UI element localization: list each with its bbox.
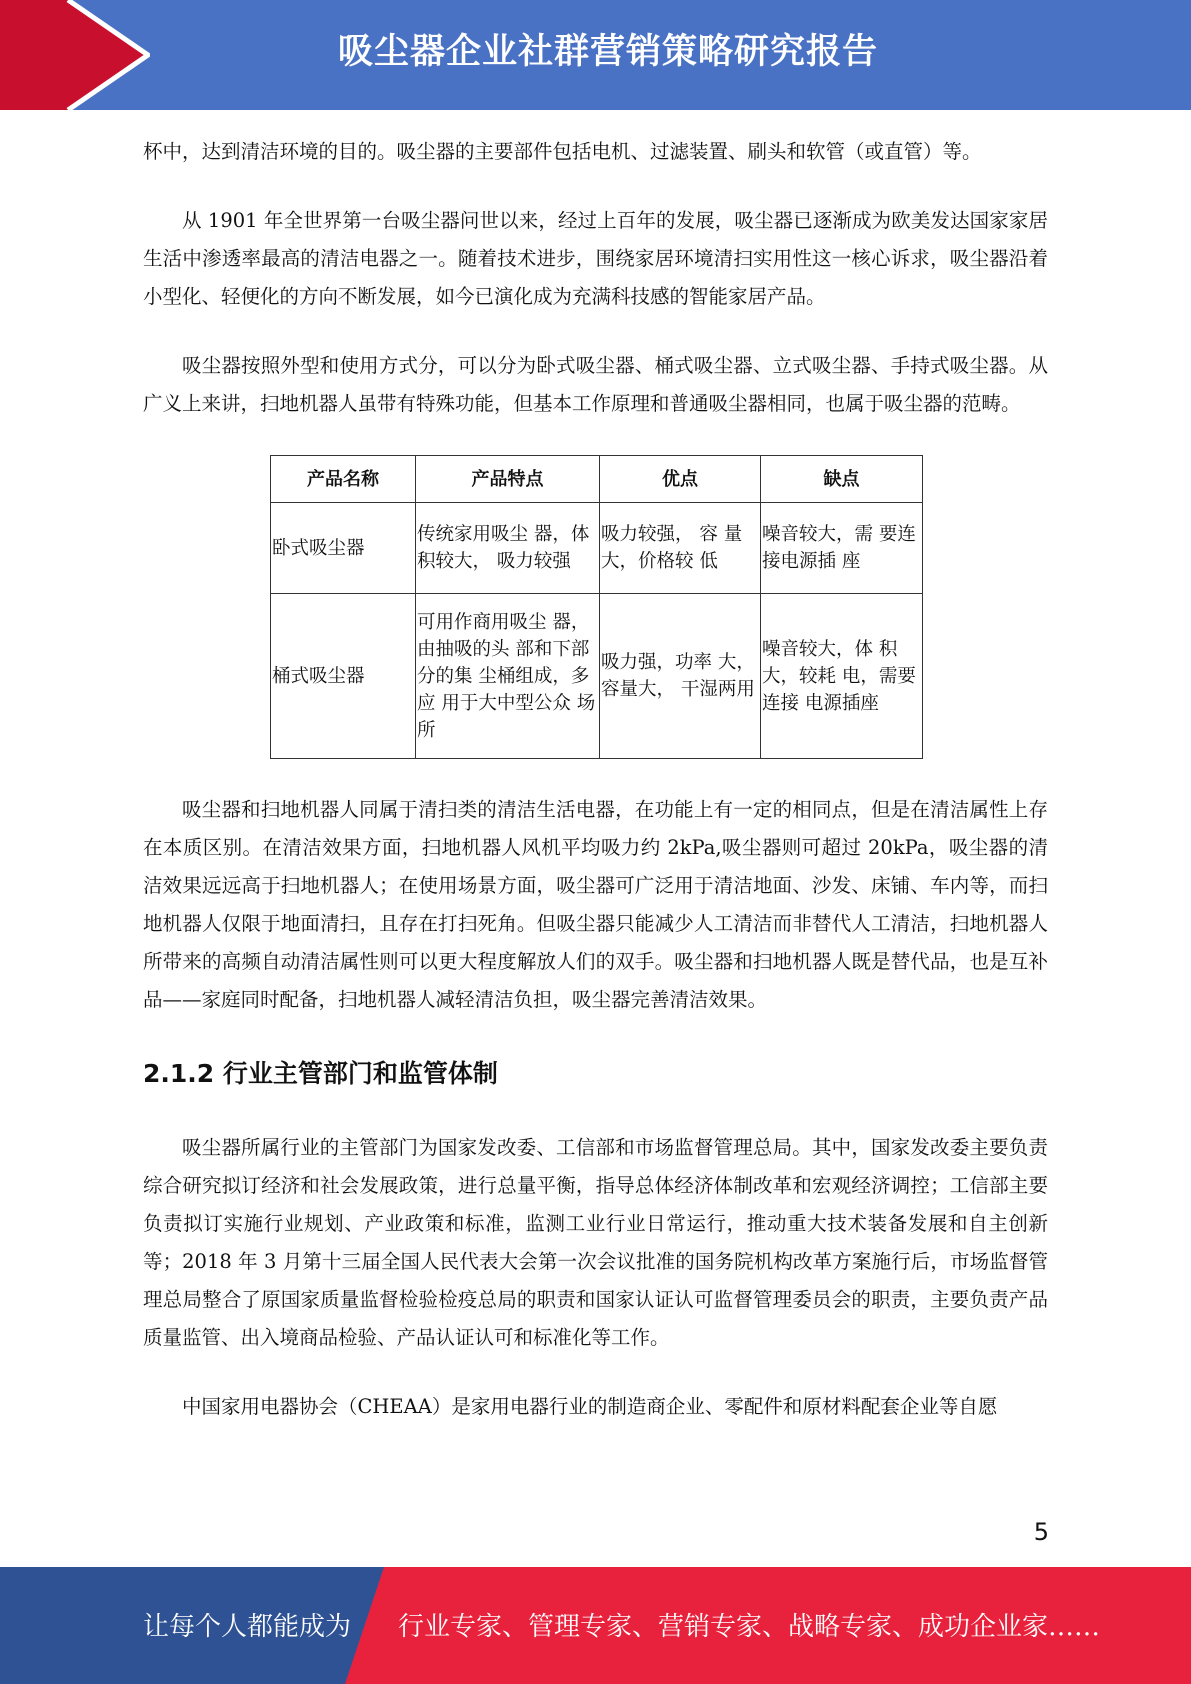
paragraph-comparison: 吸尘器和扫地机器人同属于清扫类的清洁生活电器，在功能上有一定的相同点，但是在清洁属性上存在本质区别。在清洁效果方面，扫地机器人风机平均吸力约 2kPa,吸尘器则可超过 20kPa，吸尘器的清洁效果远远高于扫地机器人；在使用场景方面，吸尘器可广泛用于清洁地面、沙发、床铺、车内等，而扫地机器人仅限于地面清扫，且存在打扫死角。但吸尘器只能减少人工清洁而非替代人工清洁，扫地机器人所带来的高频自动清洁属性则可以更大程度解放人们的双手。吸尘器和扫地机器人既是替代品，也是互补品——家庭同时配备，扫地机器人减轻清洁负担，吸尘器完善清洁效果。 <box>143 798 1048 1011</box>
table-cell-features: 传统家用吸尘 器，体积较大， 吸力较强 <box>416 503 600 594</box>
table-cell-name: 桶式吸尘器 <box>271 594 416 759</box>
table-header-row <box>271 456 923 503</box>
table-cell-cons: 噪音较大，体 积大，较耗 电，需要连接 电源插座 <box>761 594 923 759</box>
table-cell-features: 可用作商用吸尘 器，由抽吸的头 部和下部分的集 尘桶组成，多应 用于大中型公众 场所 <box>416 594 600 759</box>
section-heading: 2.1.2 行业主管部门和监管体制 <box>143 1059 498 1088</box>
page-number: 5 <box>1033 1518 1049 1546</box>
product-table-wrapper <box>270 455 922 759</box>
table-header-cell: 缺点 <box>761 456 923 503</box>
table-header-cell: 优点 <box>600 456 761 503</box>
table-cell-pros: 吸力强，功率 大，容量大， 干湿两用 <box>600 594 761 759</box>
page-footer <box>0 1567 1191 1684</box>
product-comparison-table <box>270 455 923 759</box>
table-header-cell: 产品名称 <box>271 456 416 503</box>
footer-tagline: 行业专家、管理专家、营销专家、战略专家、成功企业家…… <box>398 1612 1101 1642</box>
page-header <box>0 0 1191 110</box>
table-header-cell: 产品特点 <box>416 456 600 503</box>
table-cell-pros: 吸力较强， 容 量大，价格较 低 <box>600 503 761 594</box>
table-row <box>271 503 923 594</box>
paragraph-history: 从 1901 年全世界第一台吸尘器问世以来，经过上百年的发展，吸尘器已逐渐成为欧美发达国家家居生活中渗透率最高的清洁电器之一。随着技术进步，围绕家居环境清扫实用性这一核心诉求，吸尘器沿着小型化、轻便化的方向不断发展，如今已演化成为充满科技感的智能家居产品。 <box>143 209 1048 308</box>
table-row <box>271 594 923 759</box>
report-title: 吸尘器企业社群营销策略研究报告 <box>337 32 878 72</box>
paragraph-regulators: 吸尘器所属行业的主管部门为国家发改委、工信部和市场监督管理总局。其中，国家发改委主要负责综合研究拟订经济和社会发展政策，进行总量平衡，指导总体经济体制改革和宏观经济调控；工信部主要负责拟订实施行业规划、产业政策和标准，监测工业行业日常运行，推动重大技术装备发展和自主创新等；2018 年 3 月第十三届全国人民代表大会第一次会议批准的国务院机构改革方案施行后，市场监督管理总局整合了原国家质量监督检验检疫总局的职责和国家认证认可监督管理委员会的职责，主要负责产品质量监管、出入境商品检验、产品认证认可和标准化等工作。 <box>143 1136 1048 1349</box>
footer-slogan: 让每个人都能成为 <box>143 1612 352 1642</box>
table-cell-name: 卧式吸尘器 <box>271 503 416 594</box>
document-body <box>143 133 1048 1426</box>
paragraph-components: 杯中，达到清洁环境的目的。吸尘器的主要部件包括电机、过滤装置、刷头和软管（或直管）等。 <box>143 140 982 163</box>
paragraph-association: 中国家用电器协会（CHEAA）是家用电器行业的制造商企业、零配件和原材料配套企业等自愿 <box>182 1395 998 1418</box>
paragraph-classification: 吸尘器按照外型和使用方式分，可以分为卧式吸尘器、桶式吸尘器、立式吸尘器、手持式吸尘器。从广义上来讲，扫地机器人虽带有特殊功能，但基本工作原理和普通吸尘器相同，也属于吸尘器的范畴。 <box>143 354 1048 415</box>
table-cell-cons: 噪音较大，需 要连接电源插 座 <box>761 503 923 594</box>
